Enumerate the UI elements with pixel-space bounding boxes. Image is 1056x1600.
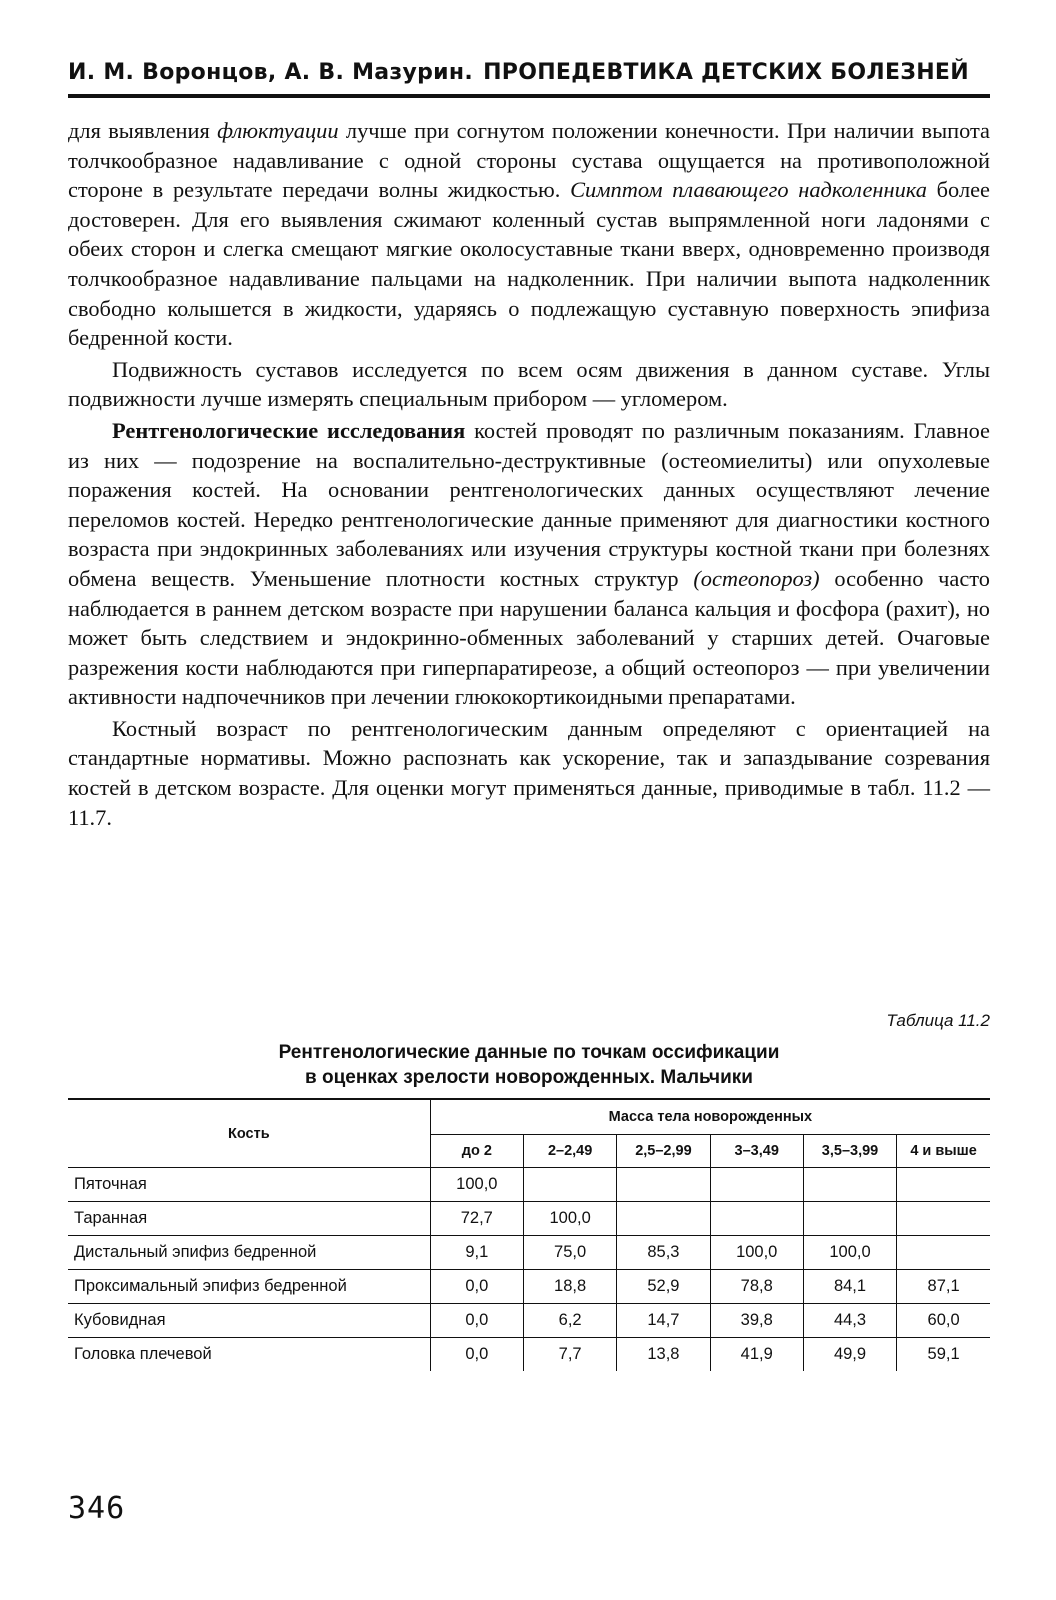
table-cell: 41,9 bbox=[710, 1338, 803, 1372]
italic-term-osteoporosis: (остеопороз) bbox=[693, 565, 820, 591]
row-label: Пяточная bbox=[68, 1168, 430, 1202]
table-row bbox=[68, 1168, 990, 1202]
table-cell bbox=[617, 1168, 710, 1202]
table-cell bbox=[897, 1202, 990, 1236]
column-header-bone: Кость bbox=[68, 1099, 430, 1168]
table-cell bbox=[803, 1168, 896, 1202]
row-label: Головка плечевой bbox=[74, 1345, 212, 1363]
table-cell: 100,0 bbox=[803, 1236, 896, 1270]
column-header: 2–2,49 bbox=[523, 1135, 616, 1168]
header-rule bbox=[68, 94, 990, 98]
column-group-header-weight: Масса тела новорожденных bbox=[430, 1099, 990, 1135]
table-cell bbox=[617, 1202, 710, 1236]
table-cell: 85,3 bbox=[617, 1236, 710, 1270]
table-cell: 7,7 bbox=[523, 1338, 616, 1372]
row-label: Дистальный эпифиз бедренной bbox=[68, 1236, 430, 1270]
table-cell: 72,7 bbox=[430, 1202, 523, 1236]
table-cell: 39,8 bbox=[710, 1304, 803, 1338]
table-row bbox=[68, 1338, 990, 1372]
table-cell: 100,0 bbox=[710, 1236, 803, 1270]
table-cell: 0,0 bbox=[430, 1338, 523, 1372]
table-cell: 6,2 bbox=[523, 1304, 616, 1338]
paragraph-2: Подвижность суставов исследуется по всем осям движения в данном суставе. Углы подвижности лучше измерять специальным прибором — угломером. bbox=[68, 356, 990, 412]
table-cell bbox=[710, 1168, 803, 1202]
table-number: Таблица 11.2 bbox=[886, 1011, 990, 1030]
table-caption-line-2: в оценках зрелости новорожденных. Мальчики bbox=[305, 1067, 753, 1088]
table-caption-line-1: Рентгенологические данные по точкам оссификации bbox=[278, 1042, 780, 1063]
bold-term-xray: Рентгенологические исследования bbox=[112, 417, 466, 443]
table-cell bbox=[710, 1202, 803, 1236]
running-head bbox=[68, 58, 990, 88]
table-row bbox=[68, 1304, 990, 1338]
table-cell: 100,0 bbox=[430, 1168, 523, 1202]
page-number: 346 bbox=[68, 1491, 126, 1526]
paragraph-3: Рентгенологические исследования костей проводят по различным показаниям. Главное из них — подозрение на воспалительно-деструктивные (остеомиелиты) или опухолевые поражения костей. На основании рентгенологических данных осуществляют лечение переломов костей. Нередко рентгенологические данные применяют для диагностики костного возраста при эндокринных заболеваниях или изучения структуры костной ткани при болезнях обмена веществ. Уменьшение плотности костных структур (остеопороз) особенно часто наблюдается в раннем детском возрасте при нарушении баланса кальция и фосфора (рахит), но может быть следствием и эндокринно-обменных заболеваний у старших детей. Очаговые разрежения кости наблюдаются при гиперпаратиреозе, а общий остеопороз — при увеличении активности надпочечников при лечении глюкокортикоидными препаратами. bbox=[68, 417, 990, 710]
table-cell: 87,1 bbox=[897, 1270, 990, 1304]
table-cell bbox=[897, 1168, 990, 1202]
header-book-title: ПРОПЕДЕВТИКА ДЕТСКИХ БОЛЕЗНЕЙ bbox=[483, 60, 969, 85]
table-caption bbox=[68, 1040, 990, 1090]
ossification-table bbox=[68, 1098, 990, 1371]
table-cell: 49,9 bbox=[803, 1338, 896, 1372]
row-label: Проксимальный эпифиз бедренной bbox=[68, 1270, 430, 1304]
table-row bbox=[68, 1236, 990, 1270]
table-row bbox=[68, 1270, 990, 1304]
column-header: 3–3,49 bbox=[710, 1135, 803, 1168]
column-header: до 2 bbox=[430, 1135, 523, 1168]
table-cell bbox=[897, 1236, 990, 1270]
column-header: 4 и выше bbox=[897, 1135, 990, 1168]
table-cell: 75,0 bbox=[523, 1236, 616, 1270]
table-row bbox=[68, 1202, 990, 1236]
table-cell: 13,8 bbox=[617, 1338, 710, 1372]
table-cell: 0,0 bbox=[430, 1304, 523, 1338]
table-cell: 9,1 bbox=[430, 1236, 523, 1270]
row-label: Кубовидная bbox=[68, 1304, 430, 1338]
column-header: 3,5–3,99 bbox=[803, 1135, 896, 1168]
column-header: 2,5–2,99 bbox=[617, 1135, 710, 1168]
italic-term-floating-patella: Симптом плавающего надколенника bbox=[570, 177, 927, 203]
table-cell: 100,0 bbox=[523, 1202, 616, 1236]
table-cell: 18,8 bbox=[523, 1270, 616, 1304]
table-cell: 78,8 bbox=[710, 1270, 803, 1304]
table-cell bbox=[803, 1202, 896, 1236]
table-cell: 44,3 bbox=[803, 1304, 896, 1338]
table-cell: 0,0 bbox=[430, 1270, 523, 1304]
header-authors: И. М. Воронцов, А. В. Мазурин. bbox=[68, 60, 474, 85]
table-cell: 60,0 bbox=[897, 1304, 990, 1338]
paragraph-1: для выявления флюктуации лучше при согнутом положении конечности. При наличии выпота толчкообразное надавливание с одной стороны сустава ощущается на противоположной стороне в результате передачи волны жидкостью. Симптом плавающего надколенника более достоверен. Для его выявления сжимают коленный сустав выпрямленной ноги ладонями с обеих сторон и слегка смещают мягкие околосуставные ткани вверх, одновременно производя толчкообразное надавливание пальцами на надколенник. При наличии выпота надколенник свободно колышется в жидкости, ударяясь о подлежащую суставную поверхность эпифиза бедренной кости. bbox=[68, 118, 990, 351]
row-label: Таранная bbox=[68, 1202, 430, 1236]
body-text bbox=[68, 116, 990, 832]
table-cell bbox=[523, 1168, 616, 1202]
table-cell: 84,1 bbox=[803, 1270, 896, 1304]
italic-term-fluctuation: флюктуации bbox=[217, 118, 339, 143]
table-cell: 59,1 bbox=[897, 1338, 990, 1372]
table-cell: 14,7 bbox=[617, 1304, 710, 1338]
paragraph-4: Костный возраст по рентгенологическим данным определяют с ориентацией на стандартные нормативы. Можно распознать как ускорение, так и запаздывание созревания костей в детском возрасте. Для оценки могут применяться данные, приводимые в табл. 11.2 — 11.7. bbox=[68, 715, 990, 830]
table-cell: 52,9 bbox=[617, 1270, 710, 1304]
